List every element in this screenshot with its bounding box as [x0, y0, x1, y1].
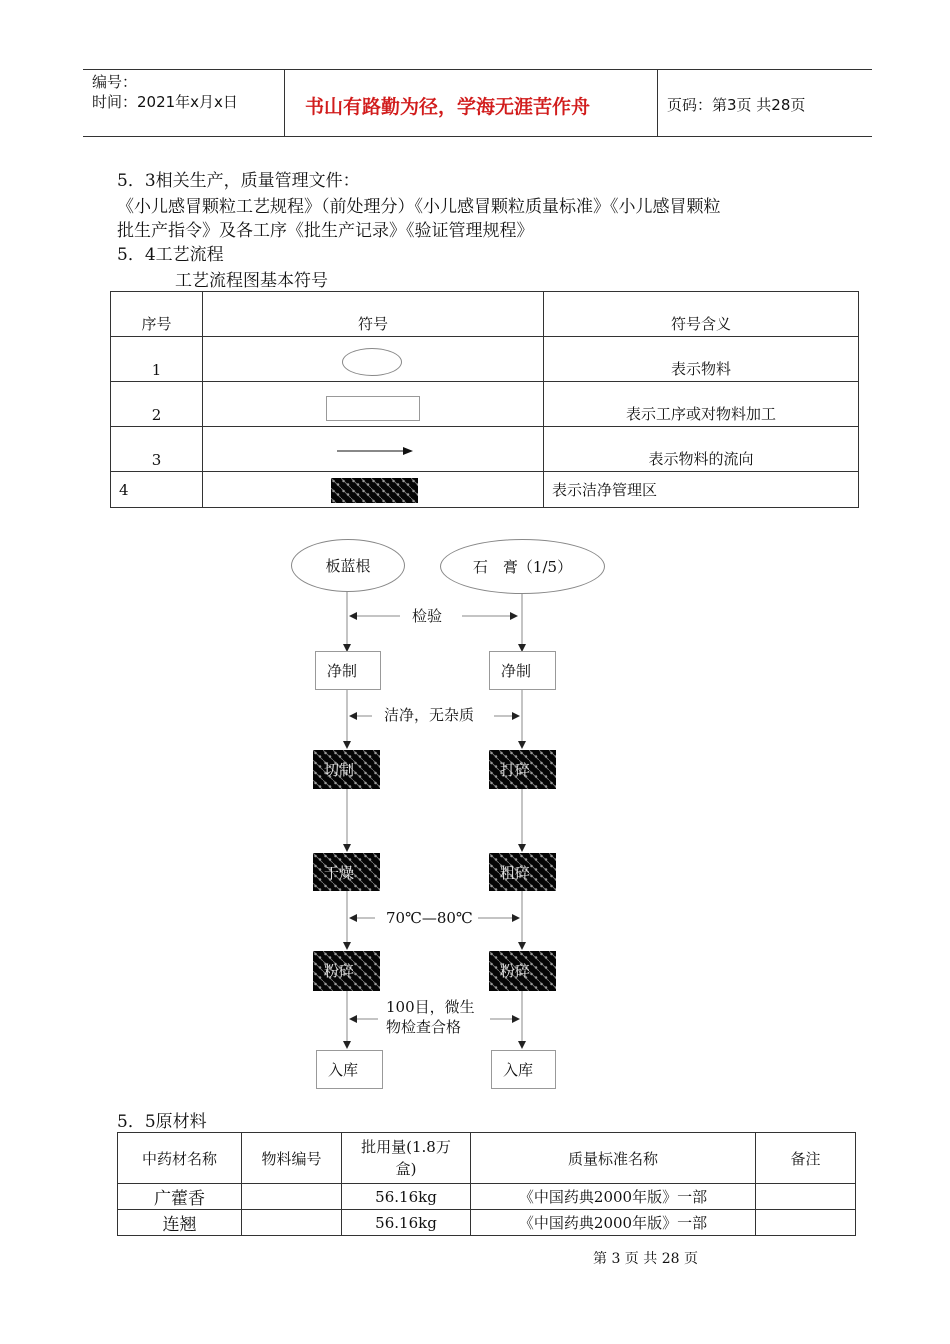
- flow-step-left-cut: [313, 750, 380, 789]
- section-53-title: 5．3相关生产，质量管理文件：: [117, 171, 360, 191]
- flow-step-label: 净制: [327, 662, 358, 680]
- flow-step-label: 打碎: [500, 761, 531, 779]
- symbol-row-no: 4: [111, 472, 203, 508]
- material-table: [117, 1132, 856, 1236]
- flow-step-right-clean: [489, 651, 556, 690]
- flow-material-right-label: 石 膏（1/5）: [472, 558, 573, 576]
- flow-step-label: 入库: [503, 1061, 534, 1079]
- symbol-row-no: 1: [111, 337, 203, 382]
- flow-material-left: [291, 539, 405, 592]
- symbol-row-no: 3: [111, 427, 203, 472]
- material-cell-note: [756, 1210, 856, 1236]
- symbol-row-meaning: 表示洁净管理区: [544, 472, 859, 508]
- flow-step-label: 切制: [324, 761, 355, 779]
- flow-step-label: 干燥: [324, 864, 355, 882]
- header-time-label: 时间：2021年x月x日: [92, 93, 238, 111]
- header-motto: 书山有路勤为径，学海无涯苦作舟: [305, 96, 591, 118]
- flow-step-right-coarse: [489, 853, 556, 891]
- flow-step-label: 粉碎: [324, 962, 355, 980]
- material-cell-note: [756, 1184, 856, 1210]
- material-header-note: 备注: [756, 1133, 856, 1184]
- material-header-amount-line1: 批用量(1.8万: [361, 1138, 451, 1156]
- material-cell-code: [242, 1210, 342, 1236]
- flow-step-label: 粗碎: [500, 864, 531, 882]
- symbol-table-caption: 工艺流程图基本符号: [175, 271, 328, 291]
- flow-material-right: [440, 539, 605, 594]
- material-header-standard: 质量标准名称: [471, 1133, 756, 1184]
- section-53-line2: 批生产指令》及各工序《批生产记录》《验证管理规程》: [117, 221, 534, 241]
- flow-note-mesh-line2: 物检查合格: [386, 1018, 462, 1036]
- symbol-row-meaning: 表示物料: [544, 337, 859, 382]
- flow-step-right-crush: [489, 750, 556, 789]
- flow-step-right-store: [491, 1050, 556, 1089]
- material-header-name: 中药材名称: [118, 1133, 242, 1184]
- material-header-amount: [342, 1133, 471, 1184]
- material-cell-name: 连翘: [118, 1210, 242, 1236]
- section-55-title: 5．5原材料: [117, 1112, 207, 1132]
- material-cell-amount: 56.16kg: [342, 1210, 471, 1236]
- material-table-header-row: [118, 1133, 856, 1184]
- flow-step-label: 粉碎: [500, 962, 531, 980]
- flow-step-left-dry: [313, 853, 380, 891]
- material-header-amount-line2: 盒): [395, 1160, 417, 1178]
- symbol-row-no: 2: [111, 382, 203, 427]
- flow-note-clean: 洁净，无杂质: [384, 706, 475, 724]
- material-cell-amount: 56.16kg: [342, 1184, 471, 1210]
- flow-note-temperature: 70℃—80℃: [386, 909, 473, 927]
- flow-step-left-powder: [313, 951, 380, 991]
- symbol-header-meaning: 符号含义: [544, 292, 859, 337]
- flow-step-label: 净制: [501, 662, 532, 680]
- material-cell-standard: 《中国药典2000年版》一部: [471, 1184, 756, 1210]
- footer-page-number: 第 3 页 共 28 页: [593, 1251, 698, 1267]
- flow-note-inspect: 检验: [412, 607, 443, 625]
- material-cell-code: [242, 1184, 342, 1210]
- header-code-label: 编号：: [92, 73, 138, 91]
- material-header-code: 物料编号: [242, 1133, 342, 1184]
- flow-step-left-store: [316, 1050, 383, 1089]
- symbol-row-meaning: 表示物料的流向: [544, 427, 859, 472]
- material-cell-name: 广藿香: [118, 1184, 242, 1210]
- section-53-line1: 《小儿感冒颗粒工艺规程》（前处理分）《小儿感冒颗粒质量标准》《小儿感冒颗粒: [117, 197, 721, 217]
- flow-step-left-clean: [315, 651, 381, 690]
- flow-step-label: 入库: [328, 1061, 359, 1079]
- symbol-row-meaning: 表示工序或对物料加工: [544, 382, 859, 427]
- material-row: [118, 1210, 856, 1236]
- symbol-header-no: 序号: [111, 292, 203, 337]
- section-54-title: 5．4工艺流程: [117, 245, 224, 265]
- header-page-label: 页码：第3页 共28页: [667, 96, 806, 114]
- flow-note-mesh-line1: 100目，微生: [386, 998, 475, 1016]
- flow-material-left-label: 板蓝根: [325, 557, 371, 575]
- flow-step-right-powder: [489, 951, 556, 991]
- symbol-header-symbol: 符号: [203, 292, 544, 337]
- material-row: [118, 1184, 856, 1210]
- material-cell-standard: 《中国药典2000年版》一部: [471, 1210, 756, 1236]
